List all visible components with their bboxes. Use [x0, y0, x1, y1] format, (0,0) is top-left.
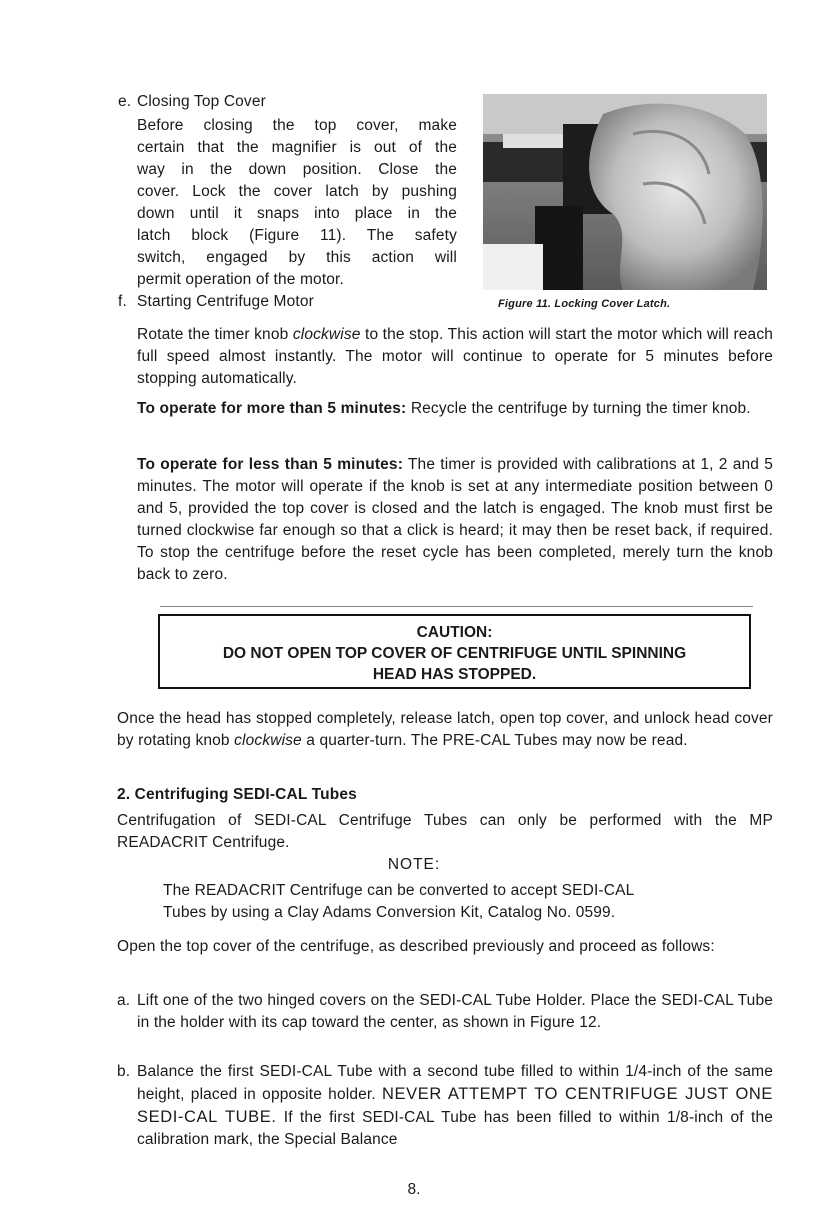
text-run: Once the head has stopped completely, release latch, open top cover, and unlock head cover by rotating knob: [117, 710, 773, 749]
less-than-5-label: To operate for less than 5 minutes:: [137, 456, 404, 473]
item-a-marker: a.: [117, 992, 131, 1009]
text-run: If the first SEDI-CAL Tube has been filled to within 1/8-inch of the calibration mark, the Special Balance: [137, 1109, 773, 1148]
item-f-paragraph-3: [137, 454, 773, 586]
item-b-marker: b.: [117, 1063, 131, 1080]
text-run: The timer is provided with calibrations at 1, 2 and 5 minutes. The motor will operate if the knob is set at any intermediate position between 0 and 5, provided the top cover is closed and the latch is engaged. The knob must first be turned clockwise far enough so that a click is heard; it may then be reset back, if required. To stop the centrifuge before the reset cycle has been completed, merely turn the knob back to zero.: [137, 456, 773, 583]
text-run: Balance the first SEDI-CAL Tube with a second tube filled to within 1/4-inch of the same height, placed in opposite holder.: [137, 1063, 773, 1103]
item-e-line: Before closing the top cover, make: [137, 117, 457, 134]
item-f-marker: f.: [118, 293, 127, 310]
section-2-intro: Centrifugation of SEDI-CAL Centrifuge Tubes can only be performed with the MP READACRIT Centrifuge.: [117, 812, 773, 851]
text-run: to the stop. This action will start the motor which will reach full speed almost instantly. The motor will continue to operate for 5 minutes before stopping automatically.: [137, 326, 773, 387]
text-run: Rotate the timer knob: [137, 326, 293, 343]
open-paragraph: Open the top cover of the centrifuge, as described previously and proceed as follows:: [117, 938, 715, 955]
item-e-marker: e.: [118, 93, 132, 110]
note-line: The READACRIT Centrifuge can be converted to accept SEDI-CAL: [163, 882, 635, 899]
emphasis-clockwise: clockwise: [234, 732, 302, 749]
item-e-line: certain that the magnifier is out of the: [137, 139, 457, 156]
page-number: 8.: [407, 1181, 421, 1198]
figure-11-photo: [483, 94, 767, 290]
more-than-5-label: To operate for more than 5 minutes:: [137, 400, 407, 417]
figure-11-caption: Figure 11. Locking Cover Latch.: [498, 298, 671, 310]
item-e-line: switch, engaged by this action will: [137, 249, 457, 266]
note-title: NOTE:: [387, 856, 441, 873]
item-e-line: cover. Lock the cover latch by pushing: [137, 183, 457, 200]
caution-box: [158, 614, 751, 689]
item-e-body: [137, 115, 457, 291]
item-a-text: Lift one of the two hinged covers on the SEDI-CAL Tube Holder. Place the SEDI-CAL Tube in the holder with its cap toward the center, as shown in Figure 12.: [137, 992, 773, 1031]
item-e-line: way in the down position. Close the: [137, 161, 457, 178]
locking-cover-latch-illustration: [483, 94, 767, 290]
item-f-paragraph-2: [137, 398, 773, 420]
caps-warning: NEVER ATTEMPT TO CENTRIFUGE JUST ONE SEDI-CAL TUBE.: [137, 1085, 773, 1126]
note-line: Tubes by using a Clay Adams Conversion Kit, Catalog No. 0599.: [163, 904, 616, 921]
item-e-line: permit operation of the motor.: [137, 271, 344, 288]
caution-line: DO NOT OPEN TOP COVER OF CENTRIFUGE UNTIL SPINNING: [222, 645, 687, 662]
section-2-heading: 2. Centrifuging SEDI-CAL Tubes: [117, 786, 357, 803]
after-caution-paragraph: [117, 708, 773, 752]
emphasis-clockwise: clockwise: [292, 326, 361, 343]
item-f-paragraph-1: [137, 324, 773, 390]
item-e-heading: Closing Top Cover: [137, 93, 266, 110]
caution-title: CAUTION:: [416, 624, 493, 641]
text-run: a quarter-turn. The PRE-CAL Tubes may now be read.: [301, 732, 688, 749]
divider: [160, 606, 753, 607]
caution-line: HEAD HAS STOPPED.: [372, 666, 537, 683]
text-run: Recycle the centrifuge by turning the timer knob.: [406, 400, 751, 417]
item-f-heading: Starting Centrifuge Motor: [137, 293, 314, 310]
item-b-text: [137, 1061, 773, 1151]
item-e-line: latch block (Figure 11). The safety: [137, 227, 457, 244]
item-e-line: down until it snaps into place in the: [137, 205, 457, 222]
note-body: [163, 880, 763, 924]
